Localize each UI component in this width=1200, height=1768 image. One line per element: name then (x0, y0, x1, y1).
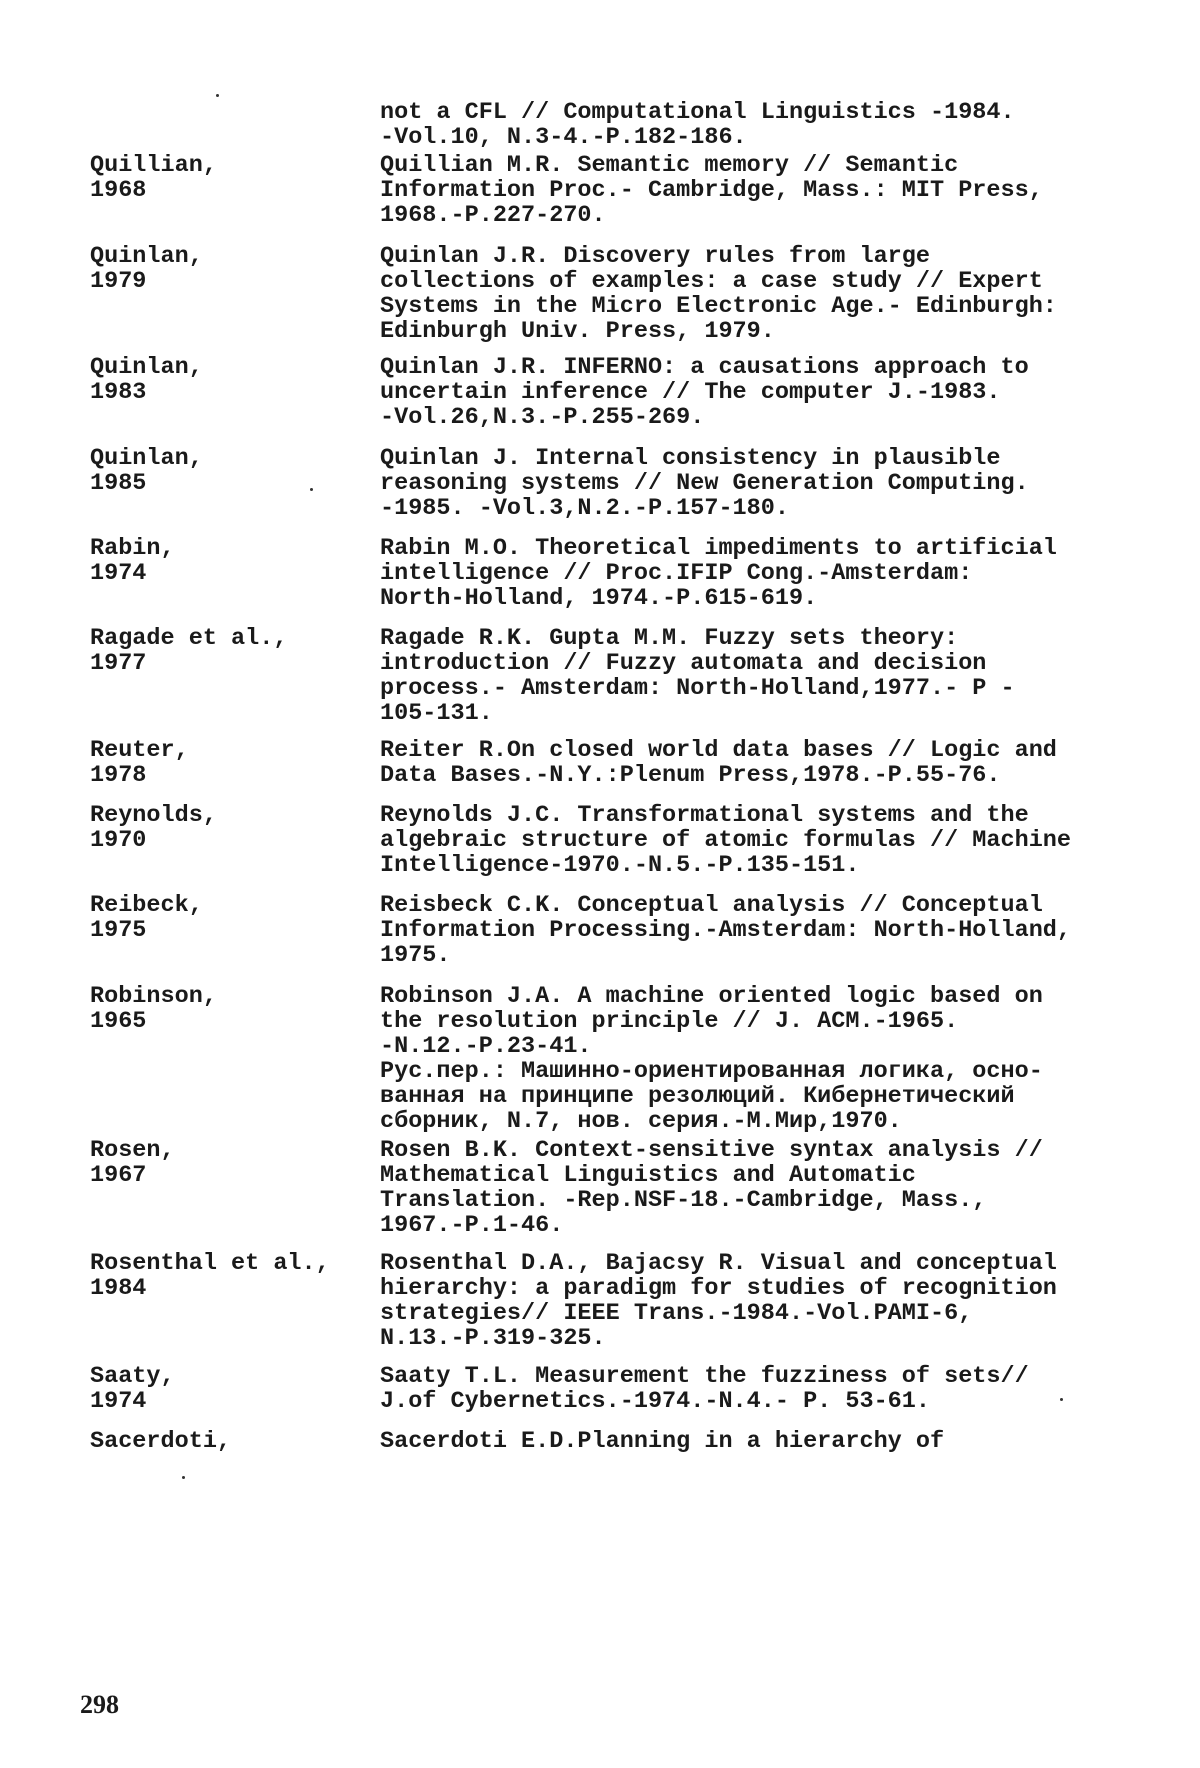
reference-text: Rosenthal D.A., Bajacsy R. Visual and conceptual hierarchy: a paradigm for studies of recognition strategies// IEEE Trans.-1984.-Vol.PAMI-6, N.13.-P.319-325. (380, 1250, 1057, 1352)
citation-key: Quillian, 1968 (90, 152, 217, 204)
reference-text: Quinlan J.R. Discovery rules from large collections of examples: a case study // Expert Systems in the Micro Electronic Age.- Edinburgh: Edinburgh Univ. Press, 1979. (380, 243, 1057, 345)
reference-text: Reiter R.On closed world data bases // Logic and Data Bases.-N.Y.:Plenum Press,1978.-P.55-76. (380, 737, 1057, 789)
citation-key: Reibeck, 1975 (90, 892, 203, 944)
reference-text: Robinson J.A. A machine oriented logic based on the resolution principle // J. ACM.-1965. -N.12.-P.23-41. Рус.пер.: Машинно-ориентированная логика, осно- ванная на принципе резолюций. Кибернетический сборник, N.7, нов. серия.-М.Мир,1970. (380, 983, 1043, 1135)
citation-key: Quinlan, 1979 (90, 243, 203, 295)
citation-key: Ragade et al., 1977 (90, 625, 288, 677)
reference-text: Sacerdoti E.D.Planning in a hierarchy of (380, 1428, 945, 1455)
citation-key: Reynolds, 1970 (90, 802, 217, 854)
print-speck (182, 1476, 185, 1479)
print-speck (310, 488, 313, 491)
reference-text: Rabin M.O. Theoretical impediments to artificial intelligence // Proc.IFIP Cong.-Amsterdam: North-Holland, 1974.-P.615-619. (380, 535, 1057, 612)
page-number: 298 (80, 1690, 119, 1719)
reference-text: Quinlan J.R. INFERNO: a causations approach to uncertain inference // The computer J.-1983. -Vol.26,N.3.-P.255-269. (380, 354, 1029, 431)
citation-key: Reuter, 1978 (90, 737, 189, 789)
citation-key: Saaty, 1974 (90, 1363, 175, 1415)
reference-text: Quillian M.R. Semantic memory // Semantic Information Proc.- Cambridge, Mass.: MIT Press, 1968.-P.227-270. (380, 152, 1043, 229)
reference-text: Reynolds J.C. Transformational systems and the algebraic structure of atomic formulas // Machine Intelligence-1970.-N.5.-P.135-151. (380, 802, 1072, 879)
citation-key: Rosenthal et al., 1984 (90, 1250, 330, 1302)
print-speck (216, 94, 219, 97)
reference-text: Ragade R.K. Gupta M.M. Fuzzy sets theory: introduction // Fuzzy automata and decision process.- Amsterdam: North-Holland,1977.- P - 105-131. (380, 625, 1015, 727)
citation-key: Rabin, 1974 (90, 535, 175, 587)
reference-text: not a CFL // Computational Linguistics -1984. -Vol.10, N.3-4.-P.182-186. (380, 99, 1015, 151)
reference-text: Rosen B.K. Context-sensitive syntax analysis // Mathematical Linguistics and Automatic Translation. -Rep.NSF-18.-Cambridge, Mass., 1967.-P.1-46. (380, 1137, 1043, 1239)
citation-key: Quinlan, 1985 (90, 445, 203, 497)
reference-text: Quinlan J. Internal consistency in plausible reasoning systems // New Generation Computing. -1985. -Vol.3,N.2.-P.157-180. (380, 445, 1029, 522)
reference-text: Reisbeck C.K. Conceptual analysis // Conceptual Information Processing.-Amsterdam: North-Holland, 1975. (380, 892, 1072, 969)
print-speck (1060, 1398, 1063, 1401)
citation-key: Rosen, 1967 (90, 1137, 175, 1189)
citation-key: Sacerdoti, (90, 1428, 232, 1455)
citation-key: Robinson, 1965 (90, 983, 217, 1035)
citation-key: Quinlan, 1983 (90, 354, 203, 406)
reference-text: Saaty T.L. Measurement the fuzziness of sets// J.of Cybernetics.-1974.-N.4.- P. 53-61. (380, 1363, 1029, 1415)
